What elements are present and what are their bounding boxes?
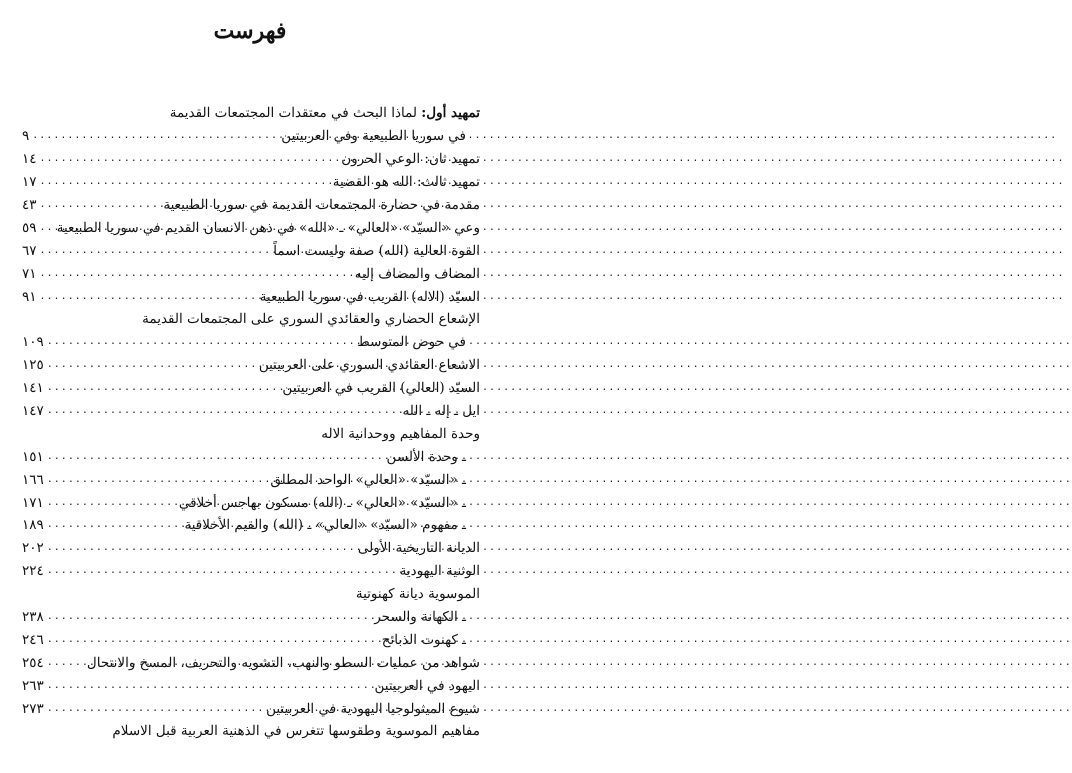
toc-entry-text: الموسوية ديانة كهنوتية: [355, 586, 480, 603]
toc-entry: [22, 445, 480, 468]
toc-entry-text: وحدة المفاهيم ووحدانية الاله: [321, 425, 480, 442]
toc-entry-text: لماذا البحث في معتقدات المجتمعات القديمة: [169, 105, 422, 122]
dot-leader: [47, 404, 400, 418]
toc-entry: [22, 583, 480, 606]
toc-entry-text: ـ «السيّد» «العالي» الواحد المطلق: [270, 471, 466, 488]
dot-leader: [47, 473, 268, 487]
toc-entry: [22, 606, 480, 629]
page-title: فهرست: [213, 18, 287, 44]
toc-page-number: ٦٧: [22, 242, 37, 259]
dot-leader: [40, 290, 257, 304]
toc-entry: [22, 468, 480, 491]
toc-entry-text: ـ «السيّد» «العالي» ـ (الله) مسكون بهاجس أخلاقي: [178, 494, 466, 511]
toc-page-number: ٢٥٤: [22, 654, 44, 671]
toc-entry: [22, 491, 480, 514]
toc-entry: [22, 628, 480, 651]
toc-entry-text: ـ مفهوم «السيّد» «العالي» ـ (الله) والقيم الأخلاقية: [184, 517, 466, 534]
dot-leader: [40, 152, 339, 166]
toc-entry: [22, 216, 480, 239]
toc-entry-text: في حوض المتوسط: [357, 334, 466, 351]
toc-entry: [22, 514, 480, 537]
toc-entry-text: تمهيد ثالث: الله هو القضية: [332, 174, 480, 191]
dot-leader: [40, 175, 330, 189]
toc-page-number: ٢٠٢: [22, 540, 44, 557]
toc-page-number: ١٦٦: [22, 471, 44, 488]
toc-entry: [22, 400, 480, 423]
toc-entry-text: السيّد (العالي) القريب في العربيتين: [282, 380, 480, 397]
toc-entry: [22, 308, 480, 331]
toc-page-number: ٤٣: [22, 197, 37, 213]
toc-entry: [22, 537, 480, 560]
toc-page-number: ٩١: [22, 288, 37, 305]
toc-entry-text: الاشعاع العقائدي السوري على العربيتين: [258, 357, 480, 374]
toc-entry: [22, 354, 480, 377]
toc-page-number: ١٥١: [22, 448, 44, 465]
dot-leader: [40, 221, 54, 235]
toc-entry-text: المضاف والمضاف إليه: [354, 265, 480, 282]
toc-entry-text: ايل ـ إله ـ الله: [402, 403, 480, 420]
dot-leader: [47, 381, 280, 395]
toc-page-number: ٢٤٦: [22, 631, 44, 648]
toc-entry-text: الإشعاع الحضاري والعقائدي السوري على المجتمعات القديمة: [142, 311, 480, 328]
toc-page-number: ٢٣٨: [22, 609, 44, 626]
toc-entry: [22, 331, 480, 354]
toc-page-number: ١٢٥: [22, 357, 44, 374]
dot-leader: [40, 244, 271, 258]
toc-entry-title: [170, 105, 480, 121]
dot-leader: [47, 496, 176, 510]
toc-entry-text: القوة العالية (الله) صفة وليست اسماً: [273, 242, 480, 259]
dot-leader: [47, 541, 355, 555]
toc-page-number: ٩: [22, 128, 30, 145]
toc-entry: [22, 422, 480, 445]
toc-entry-text: ـ كهنوت الذبائح: [381, 631, 466, 648]
toc-entry-lead: تمهيد أول:: [421, 105, 480, 122]
toc-entry: [22, 171, 480, 194]
toc-entry-text: الديانة التاريخية الأولى: [357, 540, 480, 557]
toc-entry: [22, 560, 480, 583]
dot-leader: [47, 518, 182, 532]
toc-page-number: ٥٩: [22, 219, 37, 236]
toc-page-number: ١٧١: [22, 494, 44, 511]
toc-entry-text: السيّد (الاله) القريب في سوريا الطبيعية: [259, 288, 480, 305]
dot-leader: [47, 679, 372, 693]
toc-page-number: ٢٦٣: [22, 677, 44, 694]
toc-entry-text: شواهد من عمليات السطو والنهب، التشويه والتحريف، المسخ والانتحال: [86, 654, 480, 671]
dot-leader: [47, 450, 384, 464]
dot-leader: [47, 702, 263, 716]
dot-leader: [40, 198, 161, 212]
toc-entry-text: ـ وحدة الألسن: [386, 448, 466, 465]
toc-page-number: ١٠٩: [22, 334, 44, 351]
toc-entry: [22, 285, 480, 308]
toc-entry: [22, 194, 480, 217]
dot-leader: [40, 267, 352, 281]
toc-page-number: ٢٧٣: [22, 700, 44, 717]
toc-page-number: ١٤١: [22, 380, 44, 397]
toc-page-number: ١٤: [22, 151, 37, 168]
dot-leader: [47, 358, 256, 372]
toc-entry: [22, 697, 480, 720]
toc-entry: [22, 674, 480, 697]
toc-entry: [22, 651, 480, 674]
toc-page-number: ٢٢٤: [22, 563, 44, 580]
toc-entry-text: مقدمة في حضارة المجتمعات القديمة في سوريا الطبيعية: [163, 197, 480, 213]
toc-entry-text: وعي «السيّد» «العالي» ـ «الله» في ذهن الانسان القديم في سوريا الطبيعية: [56, 219, 480, 236]
toc-entry-text: تمهيد ثان: الوعي الحرون: [341, 151, 480, 168]
toc-entry-text: الوثنية اليهودية: [399, 563, 480, 580]
toc-entry: [22, 148, 480, 171]
dot-leader: [47, 610, 371, 624]
toc-entry-text: مفاهيم الموسوية وطقوسها تتغرس في الذهنية العربية قبل الاسلام: [112, 723, 480, 740]
dot-leader: [47, 656, 84, 670]
dot-leader: [47, 633, 379, 647]
toc-page-number: ٧١: [22, 265, 37, 282]
toc-entry: [22, 125, 480, 148]
toc-entry: [22, 720, 480, 743]
toc-entry-title: [142, 311, 480, 327]
toc-entry-text: ـ الكهانة والسحر: [374, 609, 466, 626]
toc-entry: [22, 377, 480, 400]
toc-entry-text: شيوع الميثولوجيا اليهودية في العربيتين: [266, 700, 480, 717]
toc-entry: [22, 262, 480, 285]
toc-entry-text: اليهود في العربيتين: [374, 677, 480, 694]
toc-page-number: ١٧: [22, 174, 37, 191]
toc-page-number: ١٨٩: [22, 517, 44, 534]
dot-leader: [47, 335, 354, 349]
toc-entry-title: [112, 723, 480, 739]
table-of-contents: [22, 102, 480, 743]
dot-leader: [47, 564, 397, 578]
toc-entry: [22, 102, 480, 125]
dot-leader: [32, 129, 278, 143]
toc-entry-text: في سوريا الطبيعية وفي العربيتين: [281, 128, 466, 145]
toc-entry-title: [356, 586, 480, 602]
toc-page-number: ١٤٧: [22, 403, 44, 420]
toc-entry-title: [321, 426, 480, 442]
toc-entry: [22, 239, 480, 262]
